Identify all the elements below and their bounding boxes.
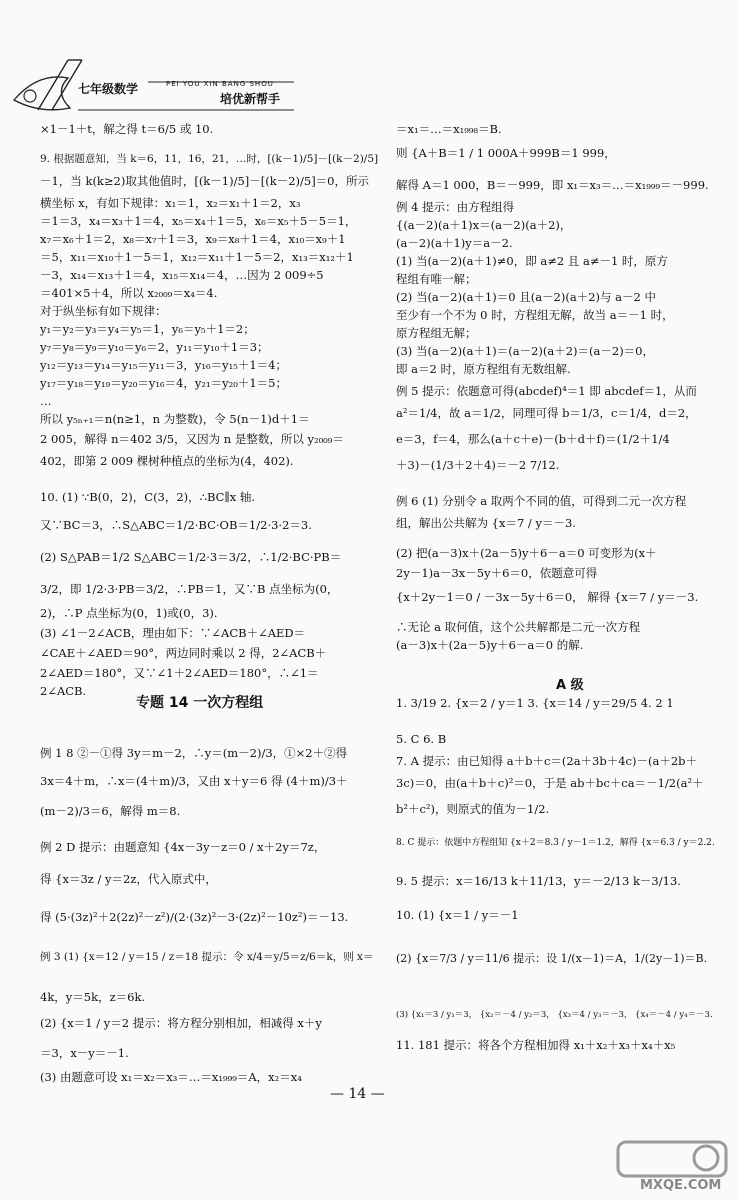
right-line: (3) 当(a－2)(a＋1)＝(a－2)(a＋2)＝(a－2)＝0， xyxy=(396,344,654,358)
left-line: 402，即第 2 009 棵树种植点的坐标为(4，402). xyxy=(40,454,294,468)
right-line: 1. 3/19 2. {x＝2 / y＝1 3. {x＝14 / y＝29/5 4. 2 1 xyxy=(396,696,674,710)
left-line: 横坐标 x，有如下规律：x₁＝1，x₂＝x₁＋1＝2，x₃ xyxy=(40,196,301,210)
right-line: 即 a＝2 时，原方程组有无数组解. xyxy=(396,362,571,376)
right-line: 5. C 6. B xyxy=(396,732,447,746)
right-line: (a－2)(a＋1)y＝a－2. xyxy=(396,236,513,250)
right-line: (3) {x₁＝3 / y₁＝3， {x₂＝－4 / y₂＝3， {x₃＝4 / y₃＝－3， {x₄＝－4 / y₄＝－3. xyxy=(396,1010,713,1020)
header-subject: 七年级数学 xyxy=(78,82,139,96)
left-line: ＝3，x－y＝－1. xyxy=(40,1046,129,1060)
left-line: 对于纵坐标有如下规律： xyxy=(40,304,167,318)
right-line: ∴无论 a 取何值，这个公共解都是二元一次方程 xyxy=(396,620,641,634)
page-number: — 14 — xyxy=(330,1086,385,1102)
right-line: 解得 A＝1 000，B＝－999，即 x₁＝x₃＝…＝x₁₉₉₉＝－999. xyxy=(396,178,709,192)
header-pinyin: PEI YOU XIN BANG SHOU xyxy=(166,80,274,88)
right-line: (1) 当(a－2)(a＋1)≠0，即 a≠2 且 a≠－1 时，原方 xyxy=(396,254,668,268)
left-line: 10. (1) ∵B(0，2)，C(3，2)，∴BC∥x 轴. xyxy=(40,490,256,504)
left-line: ＝1＝3，x₄＝x₃＋1＝4，x₅＝x₄＋1＝5，x₆＝x₅＋5－5＝1， xyxy=(40,214,357,228)
left-line: (3) ∠1－2∠ACB，理由如下：∵∠ACB＋∠AED＝ xyxy=(40,626,306,640)
left-line: (2) S△PAB＝1/2 S△ABC＝1/2·3＝3/2，∴1/2·BC·PB＝ xyxy=(40,550,342,564)
left-line: 得 (5·(3z)²＋2(2z)²－z²)/(2·(3z)²－3·(2z)²－10z²)＝－13. xyxy=(40,910,349,924)
right-line: 组，解出公共解为 {x＝7 / y＝－3. xyxy=(396,516,576,530)
left-line: (m－2)/3＝6，解得 m＝8. xyxy=(40,804,181,818)
right-line: (a－3)x＋(2a－5)y＋6－a＝0 的解. xyxy=(396,638,584,652)
left-line: 2 005，解得 n＝402 3/5，又因为 n 是整数，所以 y₂₀₀₉＝ xyxy=(40,432,344,446)
left-line: y₁＝y₂＝y₃＝y₄＝y₅＝1，y₆＝y₅＋1＝2； xyxy=(40,322,255,336)
left-line: 3x＝4＋m，∴x＝(4＋m)/3，又由 x＋y＝6 得 (4＋m)/3＋ xyxy=(40,774,348,788)
left-line: 9. 根据题意知，当 k＝6，11，16，21，…时，[(k－1)/5]－[(k－2)/5] xyxy=(40,153,379,165)
left-line: y₁₂＝y₁₃＝y₁₄＝y₁₅＝y₁₁＝3，y₁₆＝y₁₅＋1＝4； xyxy=(40,358,287,372)
left-line: 2∠ACB. xyxy=(40,684,87,698)
right-line: 原方程组无解； xyxy=(396,326,477,340)
right-line: ＝x₁＝…＝x₁₉₉₈＝B. xyxy=(396,122,502,136)
left-line: y₁₇＝y₁₈＝y₁₉＝y₂₀＝y₁₆＝4，y₂₁＝y₂₀＋1＝5； xyxy=(40,376,287,390)
left-line: 2)，∴P 点坐标为(0，1)或(0，3). xyxy=(40,606,218,620)
right-line: 8. C 提示：依题中方程组知 {x＋2＝8.3 / y－1＝1.2，解得 {x＝6.3 / y＝2.2. xyxy=(396,838,715,848)
right-line: 例 4 提示：由方程组得 xyxy=(396,200,515,214)
right-line: (2) 把(a－3)x＋(2a－5)y＋6－a＝0 可变形为(x＋ xyxy=(396,546,657,560)
right-line: 11. 181 提示：将各个方程相加得 x₁＋x₂＋x₃＋x₄＋x₅ xyxy=(396,1038,676,1052)
left-line: －3，x₁₄＝x₁₃＋1＝4，x₁₅＝x₁₄＝4，…因为 2 009÷5 xyxy=(40,268,324,282)
left-line: 例 3 (1) {x＝12 / y＝15 / z＝18 提示：令 x/4＝y/5＝z/6＝k，则 x＝ xyxy=(40,951,374,963)
right-line: 2y－1)a－3x－5y＋6＝0，依题意可得 xyxy=(396,566,598,580)
right-line: 例 5 提示：依题意可得(abcdef)⁴＝1 即 abcdef＝1，从而 xyxy=(396,384,697,398)
right-line: 至少有一个不为 0 时，方程组无解，故当 a＝－1 时， xyxy=(396,308,674,322)
right-line: (2) 当(a－2)(a＋1)＝0 且(a－2)(a＋2)与 a－2 中 xyxy=(396,290,656,304)
left-line: 例 1 8 ②－①得 3y＝m－2，∴y＝(m－2)/3，①×2＋②得 xyxy=(40,746,348,760)
left-line: －1，当 k(k≥2)取其他值时，[(k－1)/5]－[(k－2)/5]＝0，所示 xyxy=(40,174,369,188)
left-line: 3/2，即 1/2·3·PB＝3/2，∴PB＝1，又∵B 点坐标为(0， xyxy=(40,582,339,596)
section-title: 专题 14 一次方程组 xyxy=(136,695,264,711)
right-line: 例 6 (1) 分别令 a 取两个不同的值，可得到二元一次方程 xyxy=(396,494,687,508)
right-line: 10. (1) {x＝1 / y＝－1 xyxy=(396,908,519,922)
left-line: 2∠AED＝180°，又∵∠1＋2∠AED＝180°，∴∠1＝ xyxy=(40,666,319,680)
right-line: {x＋2y－1＝0 / －3x－5y＋6＝0， 解得 {x＝7 / y＝－3. xyxy=(396,590,699,604)
left-line: 得 {x＝3z / y＝2z，代入原式中， xyxy=(40,872,217,886)
right-line: {(a－2)(a＋1)x＝(a－2)(a＋2)， xyxy=(396,218,572,232)
left-line: … xyxy=(40,394,52,408)
header-brand: 培优新帮手 xyxy=(220,92,281,106)
right-line: e＝3，f＝4，那么(a＋c＋e)－(b＋d＋f)＝(1/2＋1/4 xyxy=(396,432,670,446)
left-line: 所以 y₅ₙ₊₁＝n(n≥1，n 为整数)，令 5(n－1)d＋1＝ xyxy=(40,412,310,426)
right-line: b²＋c²)，则原式的值为－1/2. xyxy=(396,802,550,816)
left-line: ×1－1＋t，解之得 t＝6/5 或 10. xyxy=(40,122,214,136)
right-line: 7. A 提示：由已知得 a＋b＋c＝(2a＋3b＋4c)－(a＋2b＋ xyxy=(396,754,698,768)
a-level-heading: A 级 xyxy=(556,678,584,693)
right-line: 9. 5 提示：x＝16/13 k＋11/13，y＝－2/13 k－3/13. xyxy=(396,874,681,888)
left-line: y₇＝y₈＝y₉＝y₁₀＝y₆＝2，y₁₁＝y₁₀＋1＝3； xyxy=(40,340,269,354)
left-line: ＝5，x₁₁＝x₁₀＋1－5＝1，x₁₂＝x₁₁＋1－5＝2，x₁₃＝x₁₂＋1 xyxy=(40,250,354,264)
right-line: 3c)＝0，由(a＋b＋c)²＝0，于是 ab＋bc＋ca＝－1/2(a²＋ xyxy=(396,776,704,790)
left-line: 例 2 D 提示：由题意知 {4x－3y－z＝0 / x＋2y＝7z， xyxy=(40,840,326,854)
left-line: 4k，y＝5k，z＝6k. xyxy=(40,990,146,1004)
right-line: (2) {x＝7/3 / y＝11/6 提示：设 1/(x－1)＝A，1/(2y－1)＝B. xyxy=(396,952,708,965)
left-line: (3) 由题意可设 x₁＝x₂＝x₃＝…＝x₁₉₉₉＝A，x₂＝x₄ xyxy=(40,1070,302,1084)
left-line: (2) {x＝1 / y＝2 提示：将方程分别相加，相减得 x＋y xyxy=(40,1016,322,1030)
right-line: ＋3)－(1/3＋2＋4)＝－2 7/12. xyxy=(396,458,560,472)
left-line: 又∵BC＝3，∴S△ABC＝1/2·BC·OB＝1/2·3·2＝3. xyxy=(40,518,312,532)
left-line: x₇＝x₆＋1＝2，x₈＝x₇＋1＝3，x₉＝x₈＋1＝4，x₁₀＝x₉＋1 xyxy=(40,232,346,246)
right-line: 程组有唯一解； xyxy=(396,272,477,286)
right-line: a²＝1/4，故 a＝1/2，同理可得 b＝1/3，c＝1/4，d＝2， xyxy=(396,406,697,420)
left-line: ∠CAE＋∠AED＝90°，两边同时乘以 2 得，2∠ACB＋ xyxy=(40,646,327,660)
watermark-text: MXQE.COM xyxy=(640,1178,722,1193)
left-line: ＝401×5＋4，所以 x₂₀₀₉＝x₄＝4. xyxy=(40,286,218,300)
right-line: 则 {A＋B＝1 / 1 000A＋999B＝1 999， xyxy=(396,146,616,160)
